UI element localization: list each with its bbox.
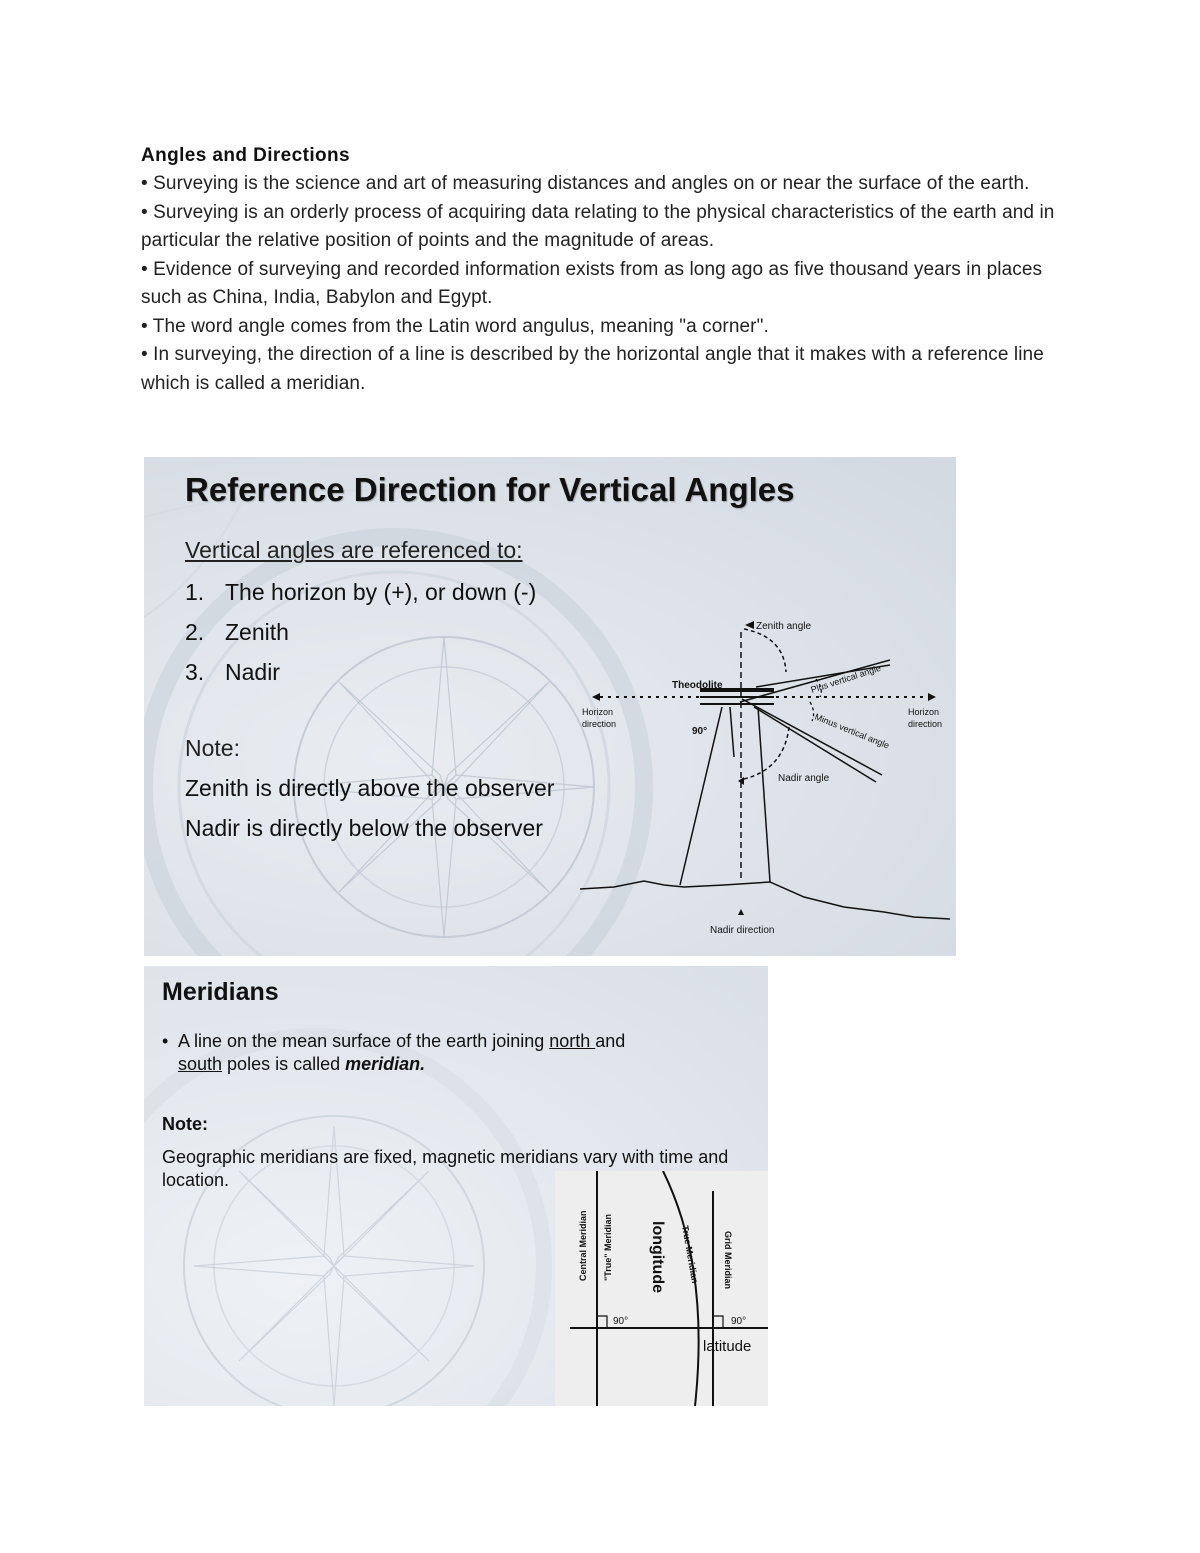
slide2-bullet: • A line on the mean surface of the earth joining north and south poles is called meridian. <box>162 1031 626 1074</box>
paragraph-3: • Evidence of surveying and recorded information exists from as long ago as five thousand years in places such as China, India, Babylon and Egypt. <box>141 258 1043 308</box>
slide2-title: Meridians <box>162 978 279 1006</box>
slide-vertical-angles <box>144 457 956 956</box>
label-horizon-right-1: Horizon <box>908 707 940 717</box>
slide2-note-label: Note: <box>162 1114 208 1134</box>
word-meridian: meridian. <box>345 1054 426 1074</box>
label-plus-angle: Plus vertical angle <box>809 662 883 695</box>
paragraph-4: • The word angle comes from the Latin word angulus, meaning "a corner". <box>141 315 769 337</box>
meridian-diagram <box>555 1171 768 1406</box>
label-central-meridian: Central Meridian <box>578 1210 588 1281</box>
label-horizon-right-2: direction <box>908 719 943 729</box>
label-grid-meridian: Grid Meridian <box>723 1231 733 1290</box>
document-body <box>141 142 1061 398</box>
label-horizon-left-2: direction <box>582 719 617 729</box>
label-minus-angle: Minus vertical angle <box>813 711 891 751</box>
nadir-angle-arc <box>744 727 789 779</box>
paragraph-1: • Surveying is the science and art of measuring distances and angles on or near the surface of the earth. <box>141 173 1030 194</box>
label-angle-right: 90° <box>731 1316 747 1327</box>
slide1-note-nadir: Nadir is directly below the observer <box>185 815 543 841</box>
paragraph-5: • In surveying, the direction of a line is described by the horizontal angle that it makes with a reference line which is called a meridian. <box>141 344 1044 394</box>
label-longitude: longitude <box>649 1221 666 1293</box>
list-item: 1. The horizon by (+), or down (-) <box>185 579 537 605</box>
meridian-diagram-panel <box>555 1171 768 1406</box>
tripod-leg-right <box>758 707 770 882</box>
slide1-subtitle: Vertical angles are referenced to: <box>185 537 523 563</box>
bullet-dot: • <box>162 1031 169 1051</box>
word-north: north <box>549 1031 596 1051</box>
label-true-meridian-left: "True" Meridian <box>603 1213 613 1281</box>
label-true-meridian: True Meridian <box>680 1224 701 1284</box>
paragraph-2: • Surveying is an orderly process of acquiring data relating to the physical characteristics of the earth and in particular the relative position of points and the magnitude of areas. <box>141 201 1055 251</box>
label-theodolite: Theodolite <box>672 680 723 691</box>
list-item: 2. Zenith <box>185 619 289 645</box>
label-latitude: latitude <box>703 1338 752 1355</box>
slide1-note-zenith: Zenith is directly above the observer <box>185 775 555 801</box>
label-horizon-left-1: Horizon <box>582 707 614 717</box>
list-item: 3. Nadir <box>185 659 280 685</box>
label-nadir-angle: Nadir angle <box>778 773 830 784</box>
zenith-angle-arc <box>744 629 786 672</box>
label-zenith-angle: Zenith angle <box>756 621 812 632</box>
label-ninety: 90° <box>692 726 708 737</box>
ground-line <box>580 881 950 919</box>
word-south: south <box>178 1054 223 1074</box>
slide-meridians <box>144 966 768 1406</box>
document-heading: Angles and Directions <box>141 145 350 166</box>
label-nadir-direction: Nadir direction <box>710 925 775 936</box>
slide2-note-text: Geographic meridians are fixed, magnetic meridians vary with time and location. <box>162 1147 729 1190</box>
true-meridian-curve <box>663 1171 699 1406</box>
slide1-note-label: Note: <box>185 735 240 761</box>
label-angle-left: 90° <box>613 1316 629 1327</box>
slide1-title: Reference Direction for Vertical Angles <box>185 471 795 508</box>
vertical-angles-diagram <box>144 457 956 956</box>
